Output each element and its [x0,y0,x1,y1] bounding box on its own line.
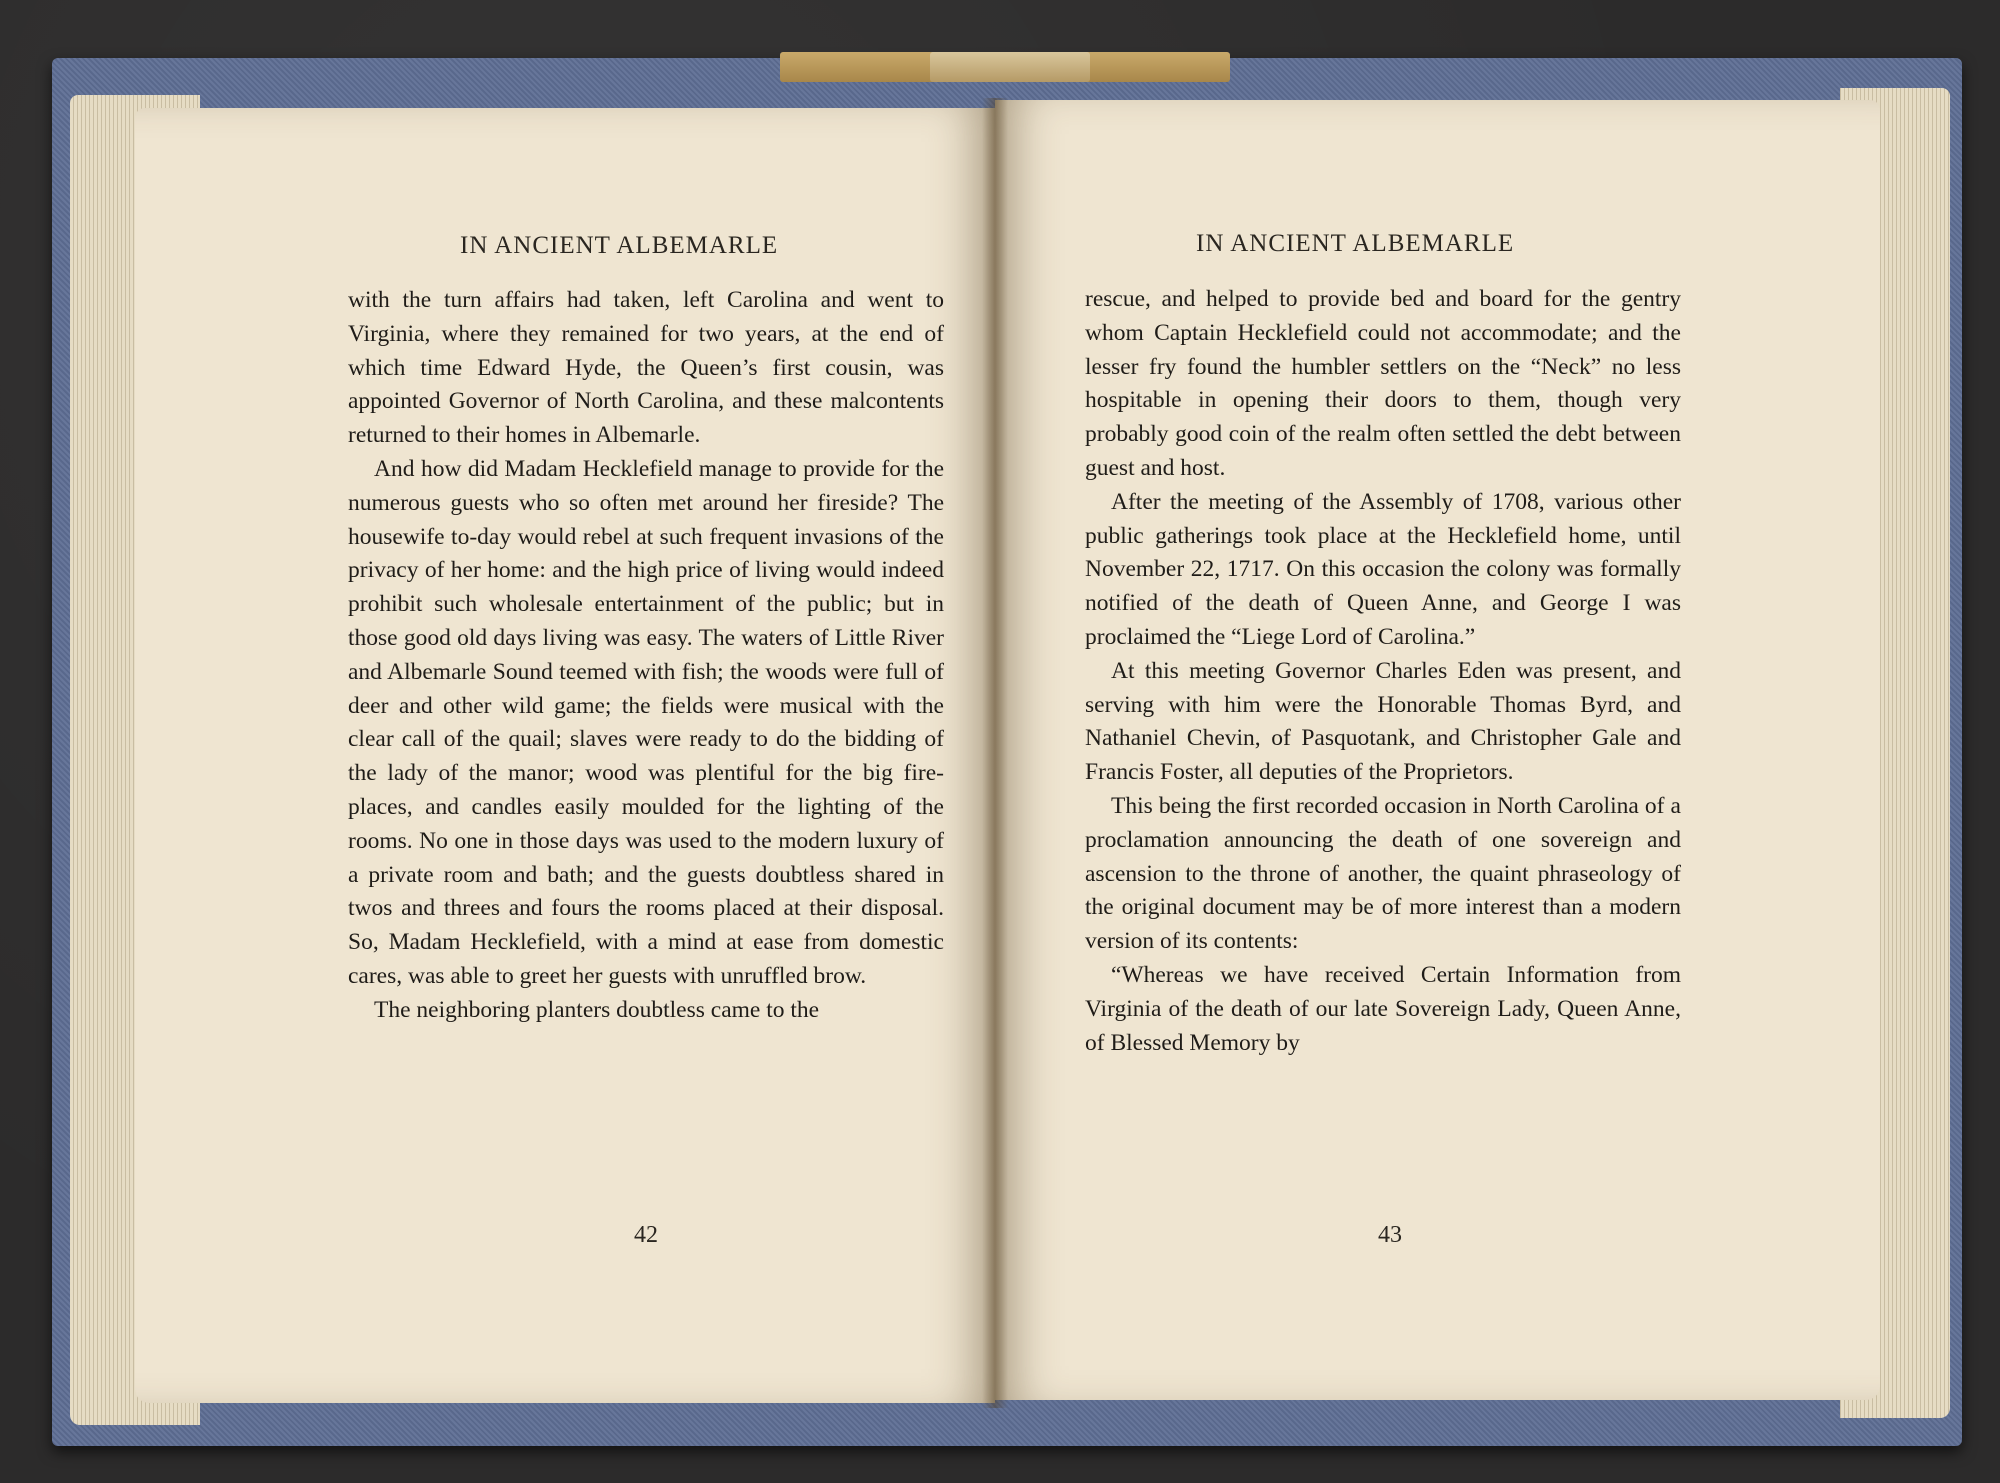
right-paragraph-1: rescue, and helped to provide bed and board for the gentry whom Captain Hecklefield could not accommodate; and the lesser fry found the humbler settlers on the “Neck” no less hospitable in opening their doors to them, though very probably good coin of the realm often settled the debt between guest and host. [1085,286,1681,481]
left-running-head: IN ANCIENT ALBEMARLE [460,232,779,259]
book-gutter [982,98,1008,1408]
right-paragraph-2: After the meeting of the Assembly of 1708, various other public gatherings took place at the Hecklefield home, until November 22, 1717. On this occasion the colony was formally notified of the death of Queen Anne, and George I was proclaimed the “Liege Lord of Carolina.” [1085,488,1681,650]
right-paragraph-4: This being the first recorded occasion in North Carolina of a proclamation announcing the death of one sovereign and ascension to the throne of another, the quaint phraseology of the original document may be of more interest than a modern version of its contents: [1085,792,1681,955]
left-paragraph-2: And how did Madam Hecklefield manage to provide for the numerous guests who so often met around her fireside? The housewife to-day would rebel at such frequent invasions of the privacy of her home: and the high price of living would indeed prohibit such wholesale entertainment of the public; but in those good old days living was easy. The waters of Little River and Albemarle Sound teemed with fish; the woods were full of deer and other wild game; the fields were musical with the clear call of the quail; slaves were ready to do the bidding of the lady of the manor; wood was plentiful for the big fire-places, and candles easily moulded for the lighting of the rooms. No one in those days was used to the modern luxury of a private room and bath; and the guests doubtless shared in twos and threes and fours the rooms placed at their disposal. So, Madam Hecklefield, with a mind at ease from domestic cares, was able to greet her guests with unruffled brow. [348,455,944,989]
right-page-body [1085,283,1681,1060]
spine-headband [930,52,1090,82]
left-page-body [348,284,944,1028]
left-paragraph-1: with the turn affairs had taken, left Carolina and went to Virginia, where they remained for two years, at the end of which time Edward Hyde, the Queen’s first cousin, was appointed Governor of North Carolina, and these malcontents returned to their homes in Albemarle. [348,287,944,449]
right-running-head: IN ANCIENT ALBEMARLE [1196,230,1515,257]
right-paragraph-5: “Whereas we have received Certain Information from Virginia of the death of our late Sovereign Lady, Queen Anne, of Blessed Memory by [1085,961,1681,1056]
left-paragraph-3: The neighboring planters doubtless came to the [374,996,820,1023]
left-page-number: 42 [634,1222,658,1248]
right-paragraph-3: At this meeting Governor Charles Eden was present, and serving with him were the Honorable Thomas Byrd, and Nathaniel Chevin, of Pasquotank, and Christopher Gale and Francis Foster, all deputies of the Proprietors. [1085,657,1681,786]
right-page-number: 43 [1378,1222,1402,1248]
